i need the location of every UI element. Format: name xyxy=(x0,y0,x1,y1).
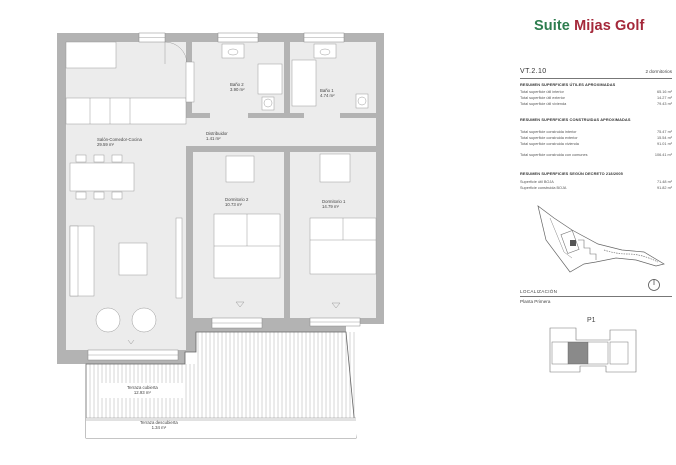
room-area: 1.41 m² xyxy=(206,136,221,141)
row-label: Superficie útil BOJA xyxy=(520,180,554,184)
row-value: 65.16 m² xyxy=(657,90,672,94)
room-label-terraza-descubierta xyxy=(140,420,178,430)
room-name: Terraza cubierta xyxy=(127,385,158,390)
room-area: 4.74 m² xyxy=(320,93,335,98)
room-name: Terraza descubierta xyxy=(140,420,178,425)
room-label-dorm1 xyxy=(322,199,345,209)
coffee-table xyxy=(119,243,147,275)
room-name: Salón-Comedor-Cocina xyxy=(97,137,142,142)
row-label: Total superficie construida interior xyxy=(520,130,577,134)
dorm2-wardrobe xyxy=(226,156,254,182)
location-heading: LOCALIZACIÓN xyxy=(520,289,558,294)
utiles-row xyxy=(520,90,672,95)
room-area: 14.79 m² xyxy=(322,204,339,209)
row-value: 91.01 m² xyxy=(657,142,672,146)
unit-bedrooms: 2 dormitorios xyxy=(645,69,672,74)
location-divider xyxy=(520,296,672,297)
construidas-row xyxy=(520,130,672,135)
site-plan xyxy=(524,200,674,280)
row-label: Total superficie construida con comunes xyxy=(520,153,588,157)
bano1-bathtub xyxy=(292,60,316,106)
room-name: Baño 1 xyxy=(320,88,334,93)
row-label: Total superficie útil interior xyxy=(520,90,564,94)
decreto-row xyxy=(520,180,672,185)
brand-logo xyxy=(534,18,644,34)
row-label: Total superficie construida vivienda xyxy=(520,142,579,146)
decreto-row xyxy=(520,186,672,191)
room-area: 10.73 m² xyxy=(225,202,242,207)
row-value: 15.54 m² xyxy=(657,136,672,140)
construidas-heading: RESUMEN SUPERFICIES CONSTRUIDAS APROXIMADAS xyxy=(520,117,631,122)
room-label-dorm2 xyxy=(225,197,248,207)
row-value: 79.43 m² xyxy=(657,102,672,106)
unit-header xyxy=(520,68,672,79)
room-area: 12.93 m² xyxy=(133,390,151,395)
row-value: 75.47 m² xyxy=(657,130,672,134)
room-label-terraza-cubierta xyxy=(127,385,158,395)
room-label-bano1 xyxy=(320,88,335,98)
info-panel xyxy=(510,0,676,465)
bano2-shower xyxy=(258,64,282,94)
kitchen-counter-upper xyxy=(66,98,186,124)
dorm1-wardrobe xyxy=(320,154,350,182)
room-area: 3.90 m² xyxy=(230,87,245,92)
brand-name-part1: Suite xyxy=(534,18,575,34)
utiles-row xyxy=(520,96,672,101)
row-value: 91.82 m² xyxy=(657,186,672,190)
brand-name-part2: Mijas Golf xyxy=(574,18,645,34)
unit-code: VT.2.10 xyxy=(520,68,547,75)
construidas-row xyxy=(520,136,672,141)
construidas-row xyxy=(520,142,672,147)
kitchen-counter-top xyxy=(66,42,116,68)
room-name: Distribuidor xyxy=(206,131,228,136)
north-arrow-icon xyxy=(647,278,661,292)
row-value: 106.41 m² xyxy=(654,153,672,157)
salon-cabinet xyxy=(176,218,182,298)
room-label-bano2 xyxy=(230,82,245,92)
decreto-heading: RESUMEN SUPERFICIES SEGÚN DECRETO 218/2005 xyxy=(520,171,623,176)
row-label: Total superficie construida exterior xyxy=(520,136,578,140)
row-value: 14.27 m² xyxy=(657,96,672,100)
room-name: Baño 2 xyxy=(230,82,244,87)
room-area: 1.34 m² xyxy=(151,425,167,430)
row-value: 71.48 m² xyxy=(657,180,672,184)
floor-key-plan xyxy=(548,326,638,376)
room-label-salon xyxy=(97,137,142,147)
room-area: 29.59 m² xyxy=(97,142,114,147)
room-label-distribuidor xyxy=(206,131,228,141)
armchair-right xyxy=(132,308,156,332)
room-name: Dormitorio 1 xyxy=(322,199,346,204)
row-label: Superficie construida BOJA xyxy=(520,186,567,190)
utiles-heading: RESUMEN SUPERFICIES ÚTILES APROXIMADAS xyxy=(520,82,616,87)
construidas-comunes-row xyxy=(520,153,672,158)
armchair-left xyxy=(96,308,120,332)
utiles-row xyxy=(520,102,672,107)
row-label: Total superficie útil vivienda xyxy=(520,102,567,106)
location-value: Planta Primera xyxy=(520,299,551,304)
floor-indicator: P1 xyxy=(587,317,596,324)
row-label: Total superficie útil exterior xyxy=(520,96,565,100)
dining-table xyxy=(70,163,134,191)
room-name: Dormitorio 2 xyxy=(225,197,249,202)
